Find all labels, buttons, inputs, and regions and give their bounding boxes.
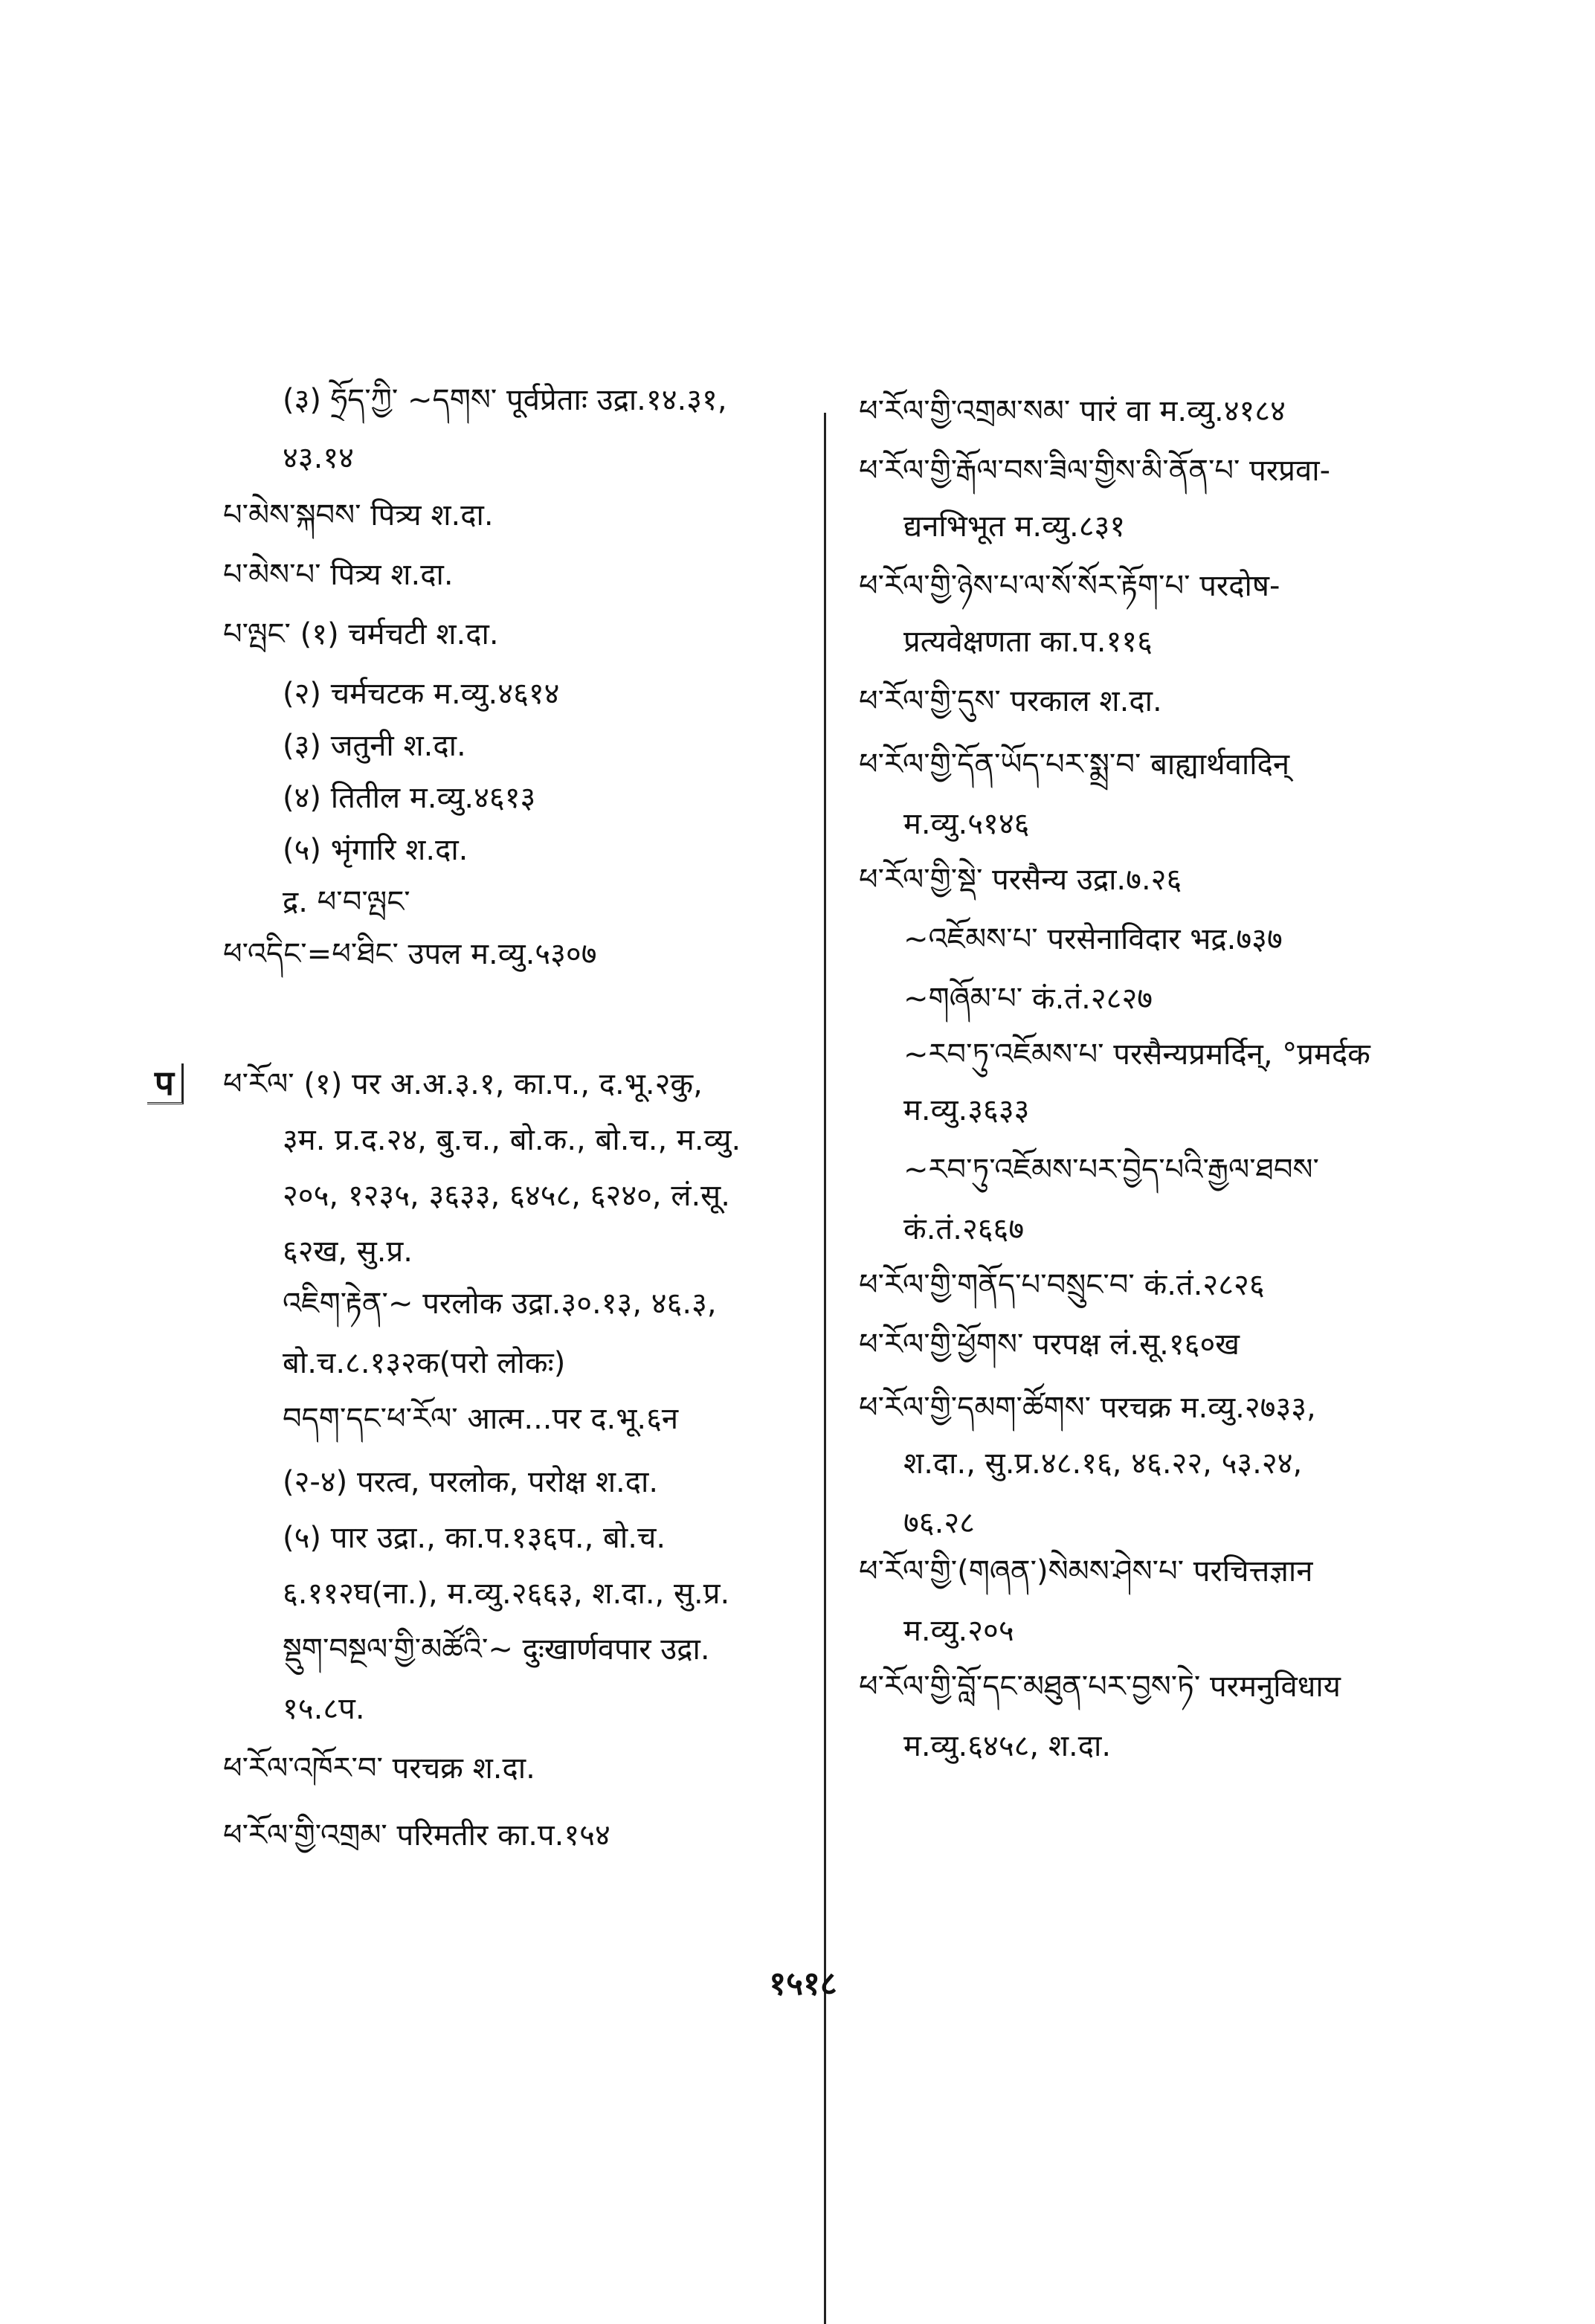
entry-line: बो.च.८.१३२क(परो लोकः)	[283, 1346, 566, 1380]
entry-line: ~གཞོམ་པ་ कं.तं.२८२७	[903, 982, 1153, 1016]
column-divider	[824, 413, 826, 2324]
entry-line: (४) तितील म.व्यु.४६१३	[283, 781, 536, 815]
entry-line: ཕ་རོལ་གྱི་འགྲམ་སམ་ पारं वा म.व्यु.४१८४	[859, 394, 1286, 428]
page-number: १५१८	[769, 1965, 837, 2003]
entry-line: (३) जतुनी श.दा.	[283, 729, 466, 763]
entry-line: (२-४) परत्व, परलोक, परोक्ष श.दा.	[283, 1465, 659, 1499]
entry-line: ཕ་རོལ་གྱི་འགྲམ་ परिमतीर का.प.१५४	[223, 1818, 610, 1853]
entry-line: (५) पार उद्रा., का.प.१३६प., बो.च.	[283, 1521, 666, 1555]
entry-line: ཕ་རོལ་གྱི་ཉེས་པ་ལ་སོ་སོར་རྟོག་པ་ परदोष-	[859, 569, 1280, 603]
entry-line: ~རབ་ཏུ་འཇོམས་པ་ परसैन्यप्रमर्दिन्, °प्रमर्दक	[903, 1037, 1370, 1072]
entry-line: ४३.१४	[283, 441, 354, 475]
entry-line: प्रत्यवेक्षणता का.प.११६	[903, 625, 1153, 659]
entry-line: म.व्यु.३६३३	[903, 1093, 1030, 1127]
entry-line: ཕ་རོལ་གྱི་དམག་ཚོགས་ परचक्र म.व्यु.२७३३,	[859, 1391, 1316, 1425]
entry-line: པ་མེས་པ་ पित्र्य श.दा.	[223, 558, 454, 592]
entry-line: ཕ་འདིང་=ཕ་ཐིང་ उपल म.व्यु.५३०७	[223, 937, 597, 971]
entry-line: ཕ་རོལ་གྱི་སྡེ་ परसैन्य उद्रा.७.२६	[859, 863, 1182, 897]
entry-line: (५) भृंगारि श.दा.	[283, 833, 468, 867]
entry-line: ཕ་རོལ་གྱི་དུས་ परकाल श.दा.	[859, 684, 1162, 718]
entry-line: ཕ་རོལ་འཁོར་བ་ परचक्र श.दा.	[223, 1751, 535, 1786]
entry-line: ~རབ་ཏུ་འཇོམས་པར་བྱེད་པའི་རྒྱལ་ཐབས་	[903, 1153, 1319, 1187]
entry-line: ~འཇོམས་པ་ परसेनाविदार भद्र.७३७	[903, 922, 1283, 956]
entry-line: म.व्यु.५१४६	[903, 807, 1030, 841]
entry-line: ཕ་རོལ་གྱི་(གཞན་)སེམས་ཤེས་པ་ परचित्तज्ञान	[859, 1554, 1313, 1589]
entry-line: श.दा., सु.प्र.४८.१६, ४६.२२, ५३.२४,	[903, 1446, 1303, 1481]
entry-line: कं.तं.२६६७	[903, 1212, 1025, 1246]
entry-line: ཕ་རོལ་གྱི་རྒོལ་བས་ཟིལ་གྱིས་མི་ནོན་པ་ परप्रवा-	[859, 454, 1331, 488]
entry-line: १५.८प.	[283, 1692, 365, 1726]
entry-line: ३म. प्र.द.२४, बु.च., बो.क., बो.च., म.व्यु.	[283, 1123, 741, 1157]
entry-line: द्र. ཕ་བ་ལྤང་	[283, 885, 410, 919]
entry-line: ཕ་རོལ་ (१) पर अ.अ.३.१, का.प., द.भू.२कु,	[223, 1067, 703, 1101]
entry-line: म.व्यु.२०५	[903, 1614, 1014, 1648]
entry-line: པ་མེས་སྐབས་ पित्र्य श.दा.	[223, 498, 494, 532]
entry-line: ཕ་རོལ་གྱི་དོན་ཡོད་པར་སྨྲ་བ་ बाह्यार्थवादिन्	[859, 747, 1290, 782]
entry-line: པ་ལྤང་ (१) चर्मचटी श.दा.	[223, 617, 499, 651]
entry-line: སྡུག་བསྔལ་གྱི་མཚོའི་~ दुःखार्णवपार उद्रा.	[283, 1632, 710, 1667]
entry-line: ६२ख, सु.प्र.	[283, 1235, 413, 1269]
entry-line: म.व्यु.६४५८, श.दा.	[903, 1729, 1112, 1763]
entry-line: ཕ་རོལ་གྱི་གནོད་པ་བསྲུང་བ་ कं.तं.२८२६	[859, 1268, 1265, 1302]
entry-line: འཇིག་རྟེན་~ परलोक उद्रा.३०.१३, ४६.३,	[283, 1287, 717, 1321]
entry-line: (३) ཧྲོད་ཀྱི་ ~དགས་ पूर्वप्रेताः उद्रा.१४.३१,	[283, 383, 727, 417]
section-mark: प	[147, 1063, 184, 1104]
entry-line: (२) चर्मचटक म.व्यु.४६१४	[283, 677, 560, 711]
entry-line: ६.११२घ(ना.), म.व्यु.२६६३, श.दा., सु.प्र.	[283, 1577, 730, 1611]
entry-line: ཕ་རོལ་གྱི་ཕྱོགས་ परपक्ष लं.सू.१६०ख	[859, 1327, 1240, 1362]
entry-line: ཕ་རོལ་གྱི་བློ་དང་མཐུན་པར་བྱས་ཏེ་ परमनुविधाय	[859, 1670, 1341, 1704]
entry-line: ७६.२८	[903, 1506, 975, 1540]
entry-line: བདག་དང་ཕ་རོལ་ आत्म...पर द.भू.६न	[283, 1402, 679, 1436]
entry-line: २०५, १२३५, ३६३३, ६४५८, ६२४०, लं.सू.	[283, 1179, 730, 1213]
entry-line: द्यनभिभूत म.व्यु.८३१	[903, 509, 1126, 544]
